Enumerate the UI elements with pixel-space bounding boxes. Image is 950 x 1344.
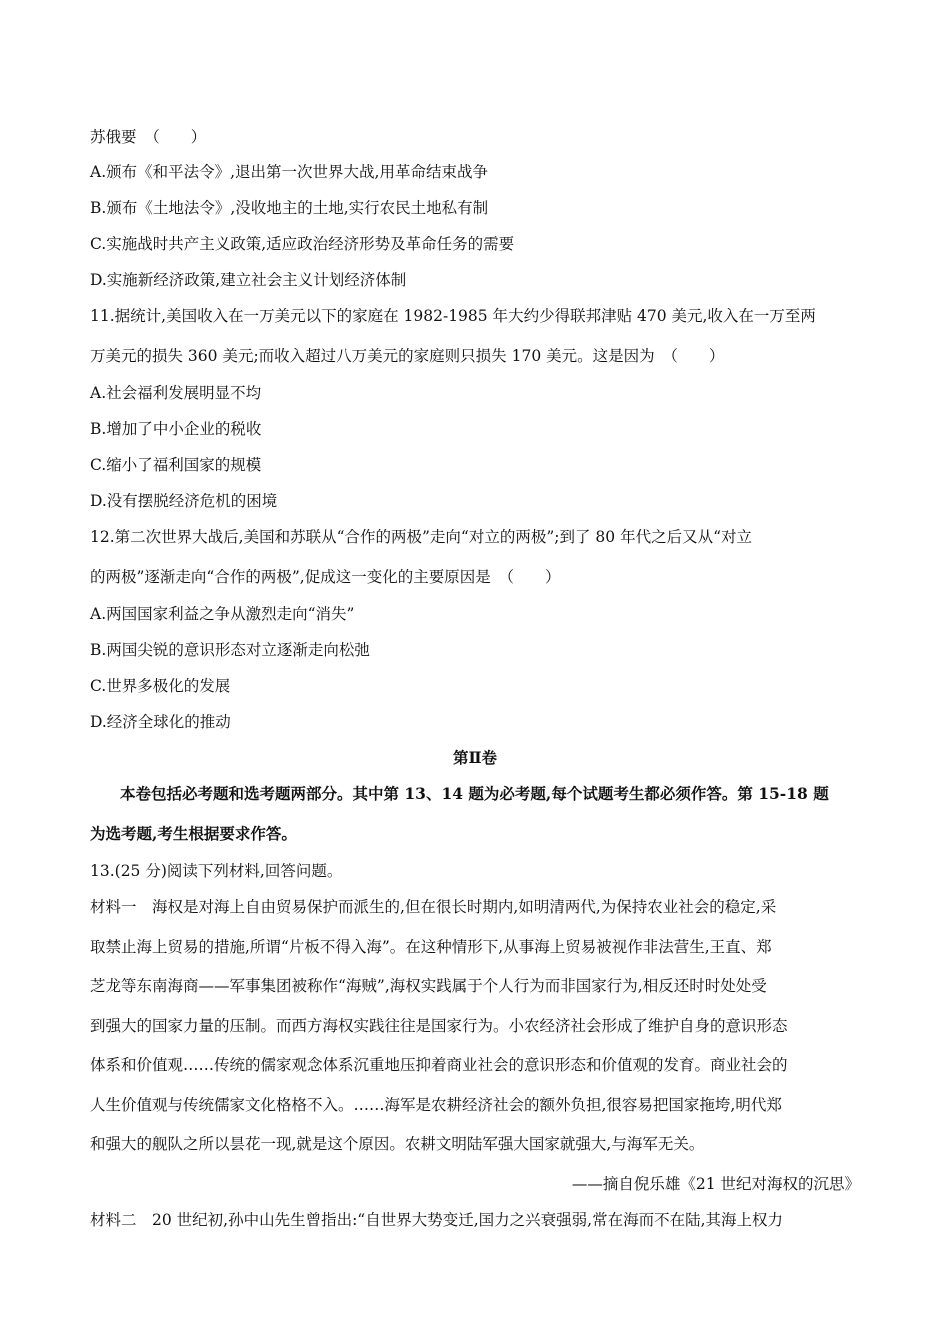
q12-option-b: B.两国尖锐的意识形态对立逐渐走向松弛 bbox=[90, 641, 370, 659]
part2-intro-line2: 为选考题,考生根据要求作答。 bbox=[90, 824, 297, 843]
q13-material1-line6: 人生价值观与传统儒家文化格格不入。……海军是农耕经济社会的额外负担,很容易把国家拖垮,明代郑 bbox=[90, 1096, 782, 1114]
q10-option-c: C.实施战时共产主义政策,适应政治经济形势及革命任务的需要 bbox=[90, 235, 515, 253]
q12-option-d: D.经济全球化的推动 bbox=[90, 713, 231, 731]
q10-option-a: A.颁布《和平法令》,退出第一次世界大战,用革命结束战争 bbox=[90, 163, 488, 181]
q10-stem-tail: 苏俄要 （ ） bbox=[90, 128, 207, 146]
q13-stem: 13.(25 分)阅读下列材料,回答问题。 bbox=[90, 862, 343, 880]
q13-material2-line1: 材料二 20 世纪初,孙中山先生曾指出:“自世界大势变迁,国力之兴衰强弱,常在海而不在陆,其海上权力 bbox=[90, 1211, 784, 1229]
q13-material1-line1: 材料一 海权是对海上自由贸易保护而派生的,但在很长时期内,如明清两代,为保持农业社会的稳定,采 bbox=[90, 898, 777, 916]
part2-title: 第Ⅱ卷 bbox=[452, 748, 498, 767]
q12-stem-line2: 的两极”逐渐走向“合作的两极”,促成这一变化的主要原因是 （ ） bbox=[90, 568, 561, 586]
q10-option-b: B.颁布《土地法令》,没收地主的土地,实行农民土地私有制 bbox=[90, 199, 489, 217]
q13-material1-line7: 和强大的舰队之所以昙花一现,就是这个原因。农耕文明陆军强大国家就强大,与海军无关。 bbox=[90, 1135, 705, 1153]
q12-stem-line1: 12.第二次世界大战后,美国和苏联从“合作的两极”走向“对立的两极”;到了 80 年代之后又从“对立 bbox=[90, 528, 752, 546]
q12-option-a: A.两国国家利益之争从激烈走向“消失” bbox=[90, 605, 355, 623]
q13-material1-line2: 取禁止海上贸易的措施,所谓“片板不得入海”。在这种情形下,从事海上贸易被视作非法营生,王直、郑 bbox=[90, 938, 772, 956]
q11-stem-line1: 11.据统计,美国收入在一万美元以下的家庭在 1982-1985 年大约少得联邦津贴 470 美元,收入在一万至两 bbox=[90, 307, 816, 325]
q11-option-d: D.没有摆脱经济危机的困境 bbox=[90, 492, 278, 510]
q13-material1-line4: 到强大的国家力量的压制。而西方海权实践往往是国家行为。小农经济社会形成了维护自身的意识形态 bbox=[90, 1017, 788, 1035]
q13-material1-line5: 体系和价值观……传统的儒家观念体系沉重地压抑着商业社会的意识形态和价值观的发育。商业社会的 bbox=[90, 1056, 788, 1074]
q11-option-b: B.增加了中小企业的税收 bbox=[90, 420, 262, 438]
q11-option-a: A.社会福利发展明显不均 bbox=[90, 384, 262, 402]
q13-material1-line3: 芝龙等东南海商——军事集团被称作“海贼”,海权实践属于个人行为而非国家行为,相反还时时处处受 bbox=[90, 977, 767, 995]
q13-material1-source: ——摘自倪乐雄《21 世纪对海权的沉思》 bbox=[571, 1175, 860, 1193]
part2-intro-line1: 本卷包括必考题和选考题两部分。其中第 13、14 题为必考题,每个试题考生都必须作答。第 15-18 题 bbox=[120, 784, 829, 803]
q12-option-c: C.世界多极化的发展 bbox=[90, 677, 231, 695]
q11-stem-line2: 万美元的损失 360 美元;而收入超过八万美元的家庭则只损失 170 美元。这是因为 （ ） bbox=[90, 347, 725, 365]
q11-option-c: C.缩小了福利国家的规模 bbox=[90, 456, 262, 474]
q10-option-d: D.实施新经济政策,建立社会主义计划经济体制 bbox=[90, 271, 407, 289]
